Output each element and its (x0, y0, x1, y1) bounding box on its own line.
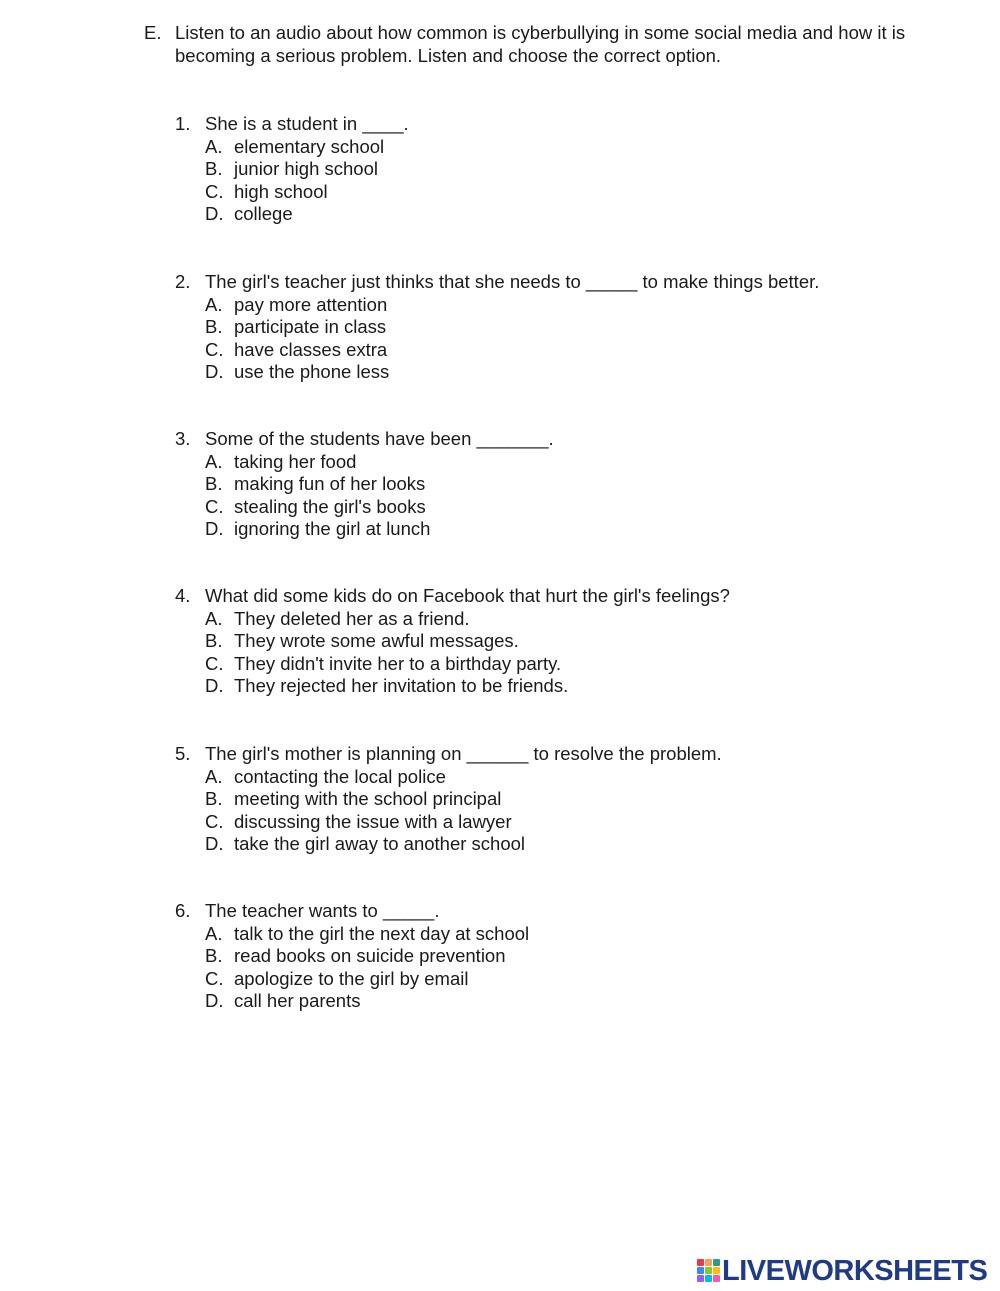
option-d[interactable] (175, 518, 955, 541)
option-text: college (234, 203, 293, 225)
question-text: Some of the students have been _______. (205, 428, 554, 449)
logo-tile (705, 1267, 712, 1274)
question-1 (175, 113, 955, 226)
option-letter: D. (205, 675, 224, 697)
logo-tile (697, 1259, 704, 1266)
question-6 (175, 900, 955, 1013)
option-letter: D. (205, 203, 224, 225)
option-letter: A. (205, 607, 223, 629)
option-c[interactable] (175, 968, 955, 991)
option-a[interactable] (175, 923, 955, 946)
option-text: read books on suicide prevention (234, 945, 506, 967)
option-letter: C. (205, 495, 224, 517)
question-text: She is a student in ____. (205, 113, 409, 134)
option-letter: A. (205, 765, 223, 787)
question-number: 3. (175, 428, 191, 449)
option-text: ignoring the girl at lunch (234, 518, 431, 540)
option-c[interactable] (175, 653, 955, 676)
option-letter: B. (205, 473, 223, 495)
option-text: making fun of her looks (234, 473, 426, 495)
question-text: The girl's mother is planning on ______ to resolve the problem. (205, 743, 722, 764)
option-text: They deleted her as a friend. (234, 607, 470, 629)
option-letter: B. (205, 316, 223, 338)
option-a[interactable] (175, 294, 955, 317)
option-text: participate in class (234, 316, 387, 338)
option-b[interactable] (175, 158, 955, 181)
logo-tile (705, 1259, 712, 1266)
option-text: contacting the local police (234, 765, 446, 787)
option-text: meeting with the school principal (234, 788, 502, 810)
question-5 (175, 743, 955, 856)
option-letter: A. (205, 450, 223, 472)
option-letter: A. (205, 922, 223, 944)
question-2 (175, 271, 955, 384)
option-b[interactable] (175, 630, 955, 653)
option-text: apologize to the girl by email (234, 967, 469, 989)
option-d[interactable] (175, 361, 955, 384)
option-letter: D. (205, 990, 224, 1012)
option-letter: C. (205, 810, 224, 832)
logo-tile (713, 1259, 720, 1266)
option-letter: B. (205, 158, 223, 180)
question-number: 6. (175, 900, 191, 921)
option-letter: C. (205, 967, 224, 989)
logo-tile (713, 1275, 720, 1282)
liveworksheets-logo (697, 1254, 987, 1288)
question-number: 2. (175, 271, 191, 292)
option-b[interactable] (175, 788, 955, 811)
option-text: take the girl away to another school (234, 833, 526, 855)
option-b[interactable] (175, 473, 955, 496)
brand-name: LIVEWORKSHEETS (722, 1255, 988, 1287)
option-d[interactable] (175, 203, 955, 226)
option-text: use the phone less (234, 361, 390, 383)
question-text: The girl's teacher just thinks that she needs to _____ to make things better. (205, 271, 820, 292)
option-a[interactable] (175, 608, 955, 631)
question-text: The teacher wants to _____. (205, 900, 440, 921)
option-letter: D. (205, 361, 224, 383)
option-text: call her parents (234, 990, 361, 1012)
option-letter: B. (205, 630, 223, 652)
option-c[interactable] (175, 496, 955, 519)
option-text: They wrote some awful messages. (234, 630, 519, 652)
option-text: have classes extra (234, 338, 388, 360)
option-letter: A. (205, 293, 223, 315)
option-d[interactable] (175, 833, 955, 856)
option-text: They didn't invite her to a birthday party. (234, 652, 562, 674)
section-instruction: Listen to an audio about how common is cyberbullying in some social media and how it is becoming a serious problem. Listen and choose the correct option. (175, 22, 906, 66)
option-letter: B. (205, 945, 223, 967)
liveworksheets-icon (697, 1259, 719, 1283)
option-a[interactable] (175, 451, 955, 474)
option-letter: C. (205, 338, 224, 360)
option-text: elementary school (234, 135, 385, 157)
question-4 (175, 585, 955, 698)
worksheet-section (144, 22, 944, 67)
logo-tile (697, 1275, 704, 1282)
option-text: talk to the girl the next day at school (234, 922, 530, 944)
option-b[interactable] (175, 316, 955, 339)
logo-tile (697, 1267, 704, 1274)
question-text: What did some kids do on Facebook that hurt the girl's feelings? (205, 585, 730, 606)
option-c[interactable] (175, 181, 955, 204)
option-letter: C. (205, 180, 224, 202)
option-a[interactable] (175, 136, 955, 159)
question-number: 5. (175, 743, 191, 764)
option-letter: D. (205, 518, 224, 540)
question-number: 1. (175, 113, 191, 134)
option-d[interactable] (175, 990, 955, 1013)
option-text: taking her food (234, 450, 357, 472)
option-letter: D. (205, 833, 224, 855)
section-letter: E. (144, 22, 162, 43)
option-text: junior high school (234, 158, 378, 180)
logo-tile (705, 1275, 712, 1282)
option-text: discussing the issue with a lawyer (234, 810, 512, 832)
option-text: high school (234, 180, 328, 202)
option-text: They rejected her invitation to be friends. (234, 675, 569, 697)
option-c[interactable] (175, 811, 955, 834)
question-number: 4. (175, 585, 191, 606)
option-letter: A. (205, 135, 223, 157)
option-d[interactable] (175, 675, 955, 698)
option-text: stealing the girl's books (234, 495, 426, 517)
option-a[interactable] (175, 766, 955, 789)
option-c[interactable] (175, 339, 955, 362)
option-b[interactable] (175, 945, 955, 968)
option-text: pay more attention (234, 293, 388, 315)
logo-tile (713, 1267, 720, 1274)
option-letter: B. (205, 788, 223, 810)
question-3 (175, 428, 955, 541)
option-letter: C. (205, 652, 224, 674)
